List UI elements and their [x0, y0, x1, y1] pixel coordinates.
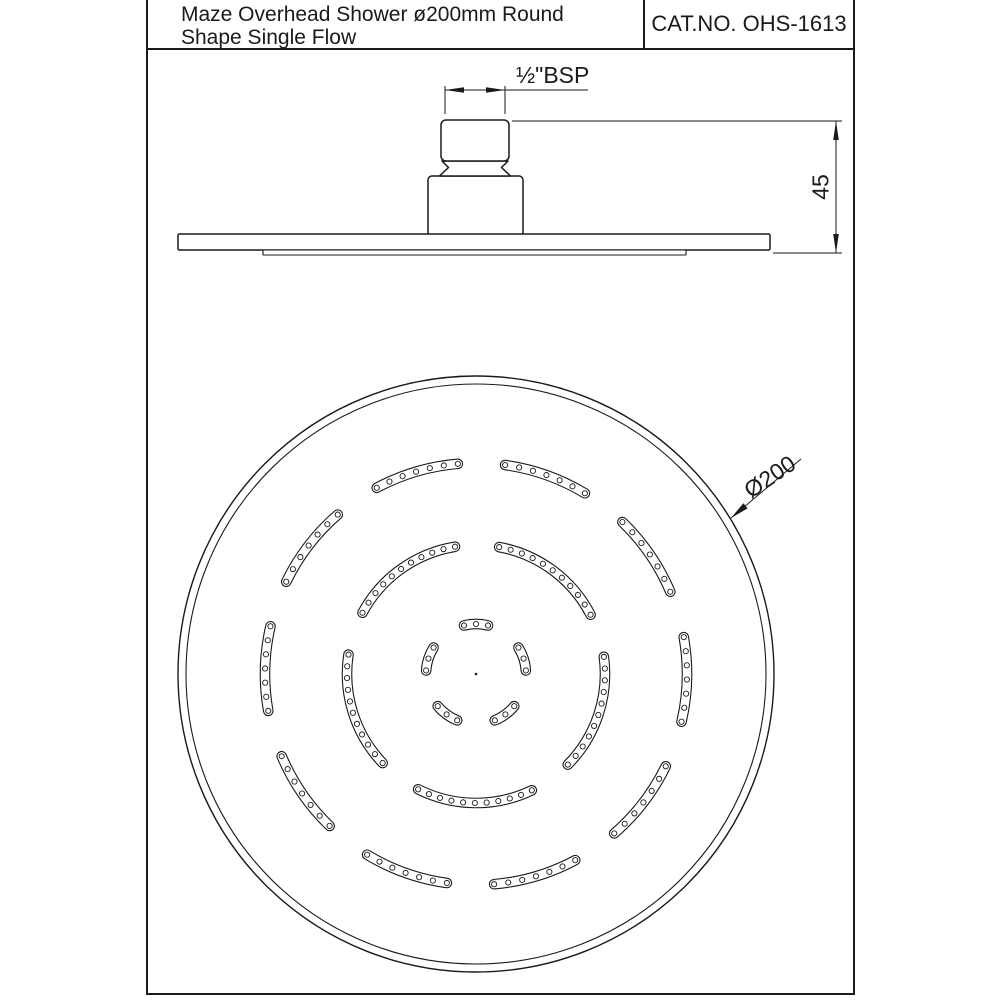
bsp-dimension-label: ½"BSP: [516, 62, 590, 88]
title-block: [148, 0, 853, 50]
product-title-line1: Maze Overhead Shower ø200mm Round: [181, 3, 564, 26]
diameter-dimension-label: Ø200: [739, 450, 801, 504]
drawing-frame: [146, 0, 855, 995]
product-title-line2: Shape Single Flow: [181, 26, 357, 49]
catalog-number: CAT.NO. OHS-1613: [643, 0, 853, 48]
height-dimension-label: 45: [807, 174, 834, 200]
product-title: [148, 0, 643, 48]
